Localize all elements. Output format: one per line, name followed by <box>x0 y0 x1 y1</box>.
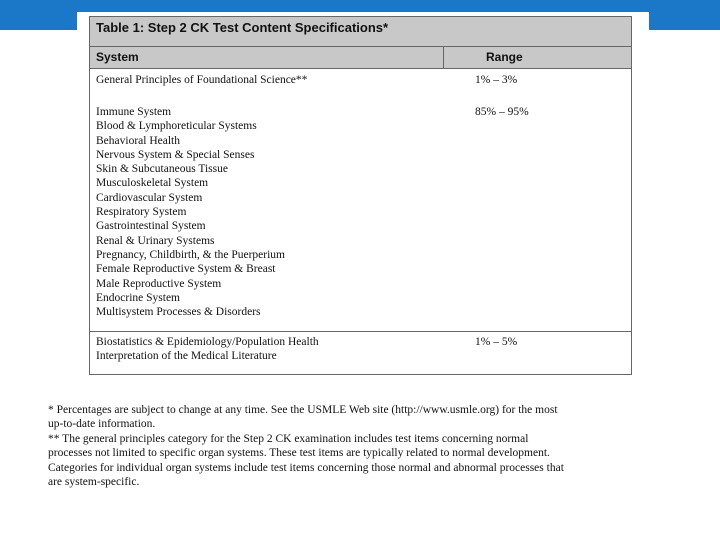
list-item: Interpretation of the Medical Literature <box>96 350 277 363</box>
header-system: System <box>96 50 139 64</box>
table-title: Table 1: Step 2 CK Test Content Specifications* <box>96 20 389 35</box>
general-principles-range: 1% – 3% <box>475 74 518 86</box>
list-item: Immune System <box>96 106 172 118</box>
footnotes <box>48 403 568 489</box>
footnote-1: * Percentages are subject to change at any time. See the USMLE Web site (http://www.usmle.org) for the most up-to-date information. <box>48 404 558 431</box>
list-item: Skin & Subcutaneous Tissue <box>96 163 228 176</box>
list-item: Multisystem Processes & Disorders <box>96 306 261 319</box>
organ-systems-list <box>96 105 436 319</box>
list-item: Nervous System & Special Senses <box>96 148 255 161</box>
list-item: Male Reproductive System <box>96 277 222 290</box>
row-divider <box>90 331 631 332</box>
list-item: Endocrine System <box>96 291 180 304</box>
list-item: Renal & Urinary Systems <box>96 234 215 247</box>
header-range: Range <box>486 50 523 64</box>
organ-systems-range: 85% – 95% <box>475 106 529 118</box>
header-column-divider <box>443 47 444 69</box>
list-item: Pregnancy, Childbirth, & the Puerperium <box>96 248 285 261</box>
list-item: Cardiovascular System <box>96 191 203 204</box>
biostats-list <box>96 335 436 364</box>
table-header-row <box>90 47 631 69</box>
list-item: Behavioral Health <box>96 134 180 147</box>
footnote-2: ** The general principles category for the Step 2 CK examination includes test items concerning normal processes not limited to specific organ systems. These test items are typically related to normal development. Categories for individual organ systems include test items concerning those normal and abnormal processes that are system-specific. <box>48 432 564 489</box>
list-item: Gastrointestinal System <box>96 220 206 233</box>
general-principles-label: General Principles of Foundational Science** <box>96 74 308 86</box>
table-title-row <box>90 17 631 47</box>
list-item: Musculoskeletal System <box>96 177 209 190</box>
biostats-range: 1% – 5% <box>475 336 518 348</box>
content-specifications-table <box>89 16 632 375</box>
list-item: Respiratory System <box>96 206 187 219</box>
list-item: Blood & Lymphoreticular Systems <box>96 120 257 133</box>
list-item: Biostatistics & Epidemiology/Population Health <box>96 336 319 348</box>
list-item: Female Reproductive System & Breast <box>96 263 276 276</box>
